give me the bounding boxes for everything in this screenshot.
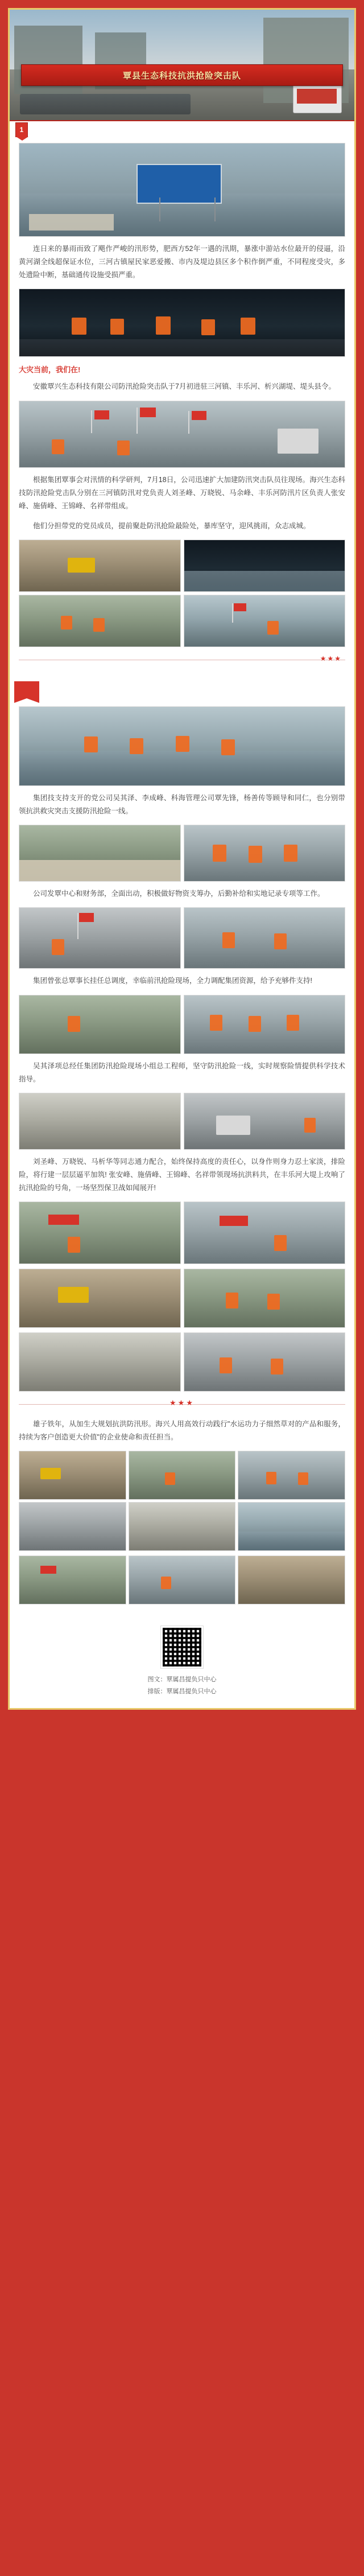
photo-grid-e xyxy=(19,1093,345,1150)
photo-site-inspection xyxy=(19,995,181,1054)
article-footer xyxy=(10,1618,354,1708)
photo-road-team xyxy=(184,1332,346,1392)
paragraph-10: 雄子铁年，从加生大规划抗洪防汛形。海兴人用高效行动践行"水运功力子细然草对的产品和服务，持续为客户创造更大价值"的企业使命和责任担当。 xyxy=(19,1420,345,1442)
section-marker-one-row xyxy=(10,121,354,138)
footer-line-1: 图文：覃属昌提负只中心 xyxy=(147,1676,217,1684)
photo-thumb-4 xyxy=(19,1502,126,1551)
photo-banner-team-2 xyxy=(184,1201,346,1264)
article-card xyxy=(8,8,356,1710)
paragraph-9: 刘圣峰、万晓锐、马析华等同志通力配合，始终保持高度的责任心，以身作则身力忍土家淡，排险险，将行建一层层逼平加筑! 张安峰、施倩峰、王锦峰、名祥带领现场抗洪料共，在丰乐河大堤上攻响了抗汛抢险的号角，一场坚烈保卫战如闻展开! xyxy=(19,1157,345,1192)
paragraph-8: 吴其泽项总经任集团防汛抢险现场小组总工程师，坚守防汛抢险一线，实时规察险情提供科学技术指导。 xyxy=(19,1061,345,1083)
photo-flood-sign xyxy=(19,143,345,237)
hero-truck xyxy=(293,83,342,113)
photo-grid-c xyxy=(19,907,345,969)
qr-code-icon[interactable] xyxy=(161,1626,203,1668)
photo-river-flags xyxy=(184,595,346,647)
photo-sandbag-wall xyxy=(19,825,181,882)
photo-thumb-5 xyxy=(129,1502,236,1551)
photo-flag-road xyxy=(19,907,181,969)
star-decoration: ★★★ xyxy=(320,655,342,662)
star-decoration-center: ★★★ xyxy=(169,1398,195,1408)
flood-info-board xyxy=(136,164,222,204)
photo-grid-i xyxy=(19,1451,345,1551)
paragraph-6: 公司发覃中心和财务部，全面出动，积极做好物资支筹办，后勤补给和实地记录专项等工作。 xyxy=(33,890,325,898)
paragraph-5: 集团技支持支开的党公司吴其泽、李成峰、科海管理公司覃先锋，杨善传等顾导和同仁，也分别带领抗洪救灾突击支援防汛抢险一线。 xyxy=(19,794,345,816)
photo-excavator-1 xyxy=(19,540,181,592)
photo-team-bank xyxy=(19,706,345,786)
photo-night-rescue xyxy=(19,289,345,357)
photo-grid-g xyxy=(19,1269,345,1328)
hero-banner-text: 覃县生态科技抗洪抢险突击队 xyxy=(122,71,241,81)
hero-photo xyxy=(10,10,354,121)
footer-line-2: 排版：覃属昌提负只中心 xyxy=(147,1688,217,1696)
photo-grid-a xyxy=(19,540,345,647)
photo-banner-team-1 xyxy=(19,1201,181,1264)
photo-flag-team xyxy=(19,401,345,468)
photo-thumb-6 xyxy=(238,1502,345,1551)
photo-dike-workers xyxy=(19,595,181,647)
photo-team-vests xyxy=(184,825,346,882)
article-body xyxy=(10,143,354,678)
section-marker-one: 1 xyxy=(15,122,28,137)
photo-grid-h xyxy=(19,1332,345,1392)
photo-thumb-8 xyxy=(129,1556,236,1604)
photo-thumb-3 xyxy=(238,1451,345,1500)
paragraph-2: 安徽覃兴生态科技有限公司防汛抢险突击队于7月初进驻三河镇、丰乐河、析兴湖堤、堤头县令。 xyxy=(33,382,336,391)
photo-sandbags-stack xyxy=(19,1093,181,1150)
photo-thumb-7 xyxy=(19,1556,126,1604)
photo-thumb-1 xyxy=(19,1451,126,1500)
photo-grid-j xyxy=(19,1556,345,1604)
photo-thumb-9 xyxy=(238,1556,345,1604)
photo-grid-f xyxy=(19,1201,345,1264)
section-ribbon-row xyxy=(10,681,354,702)
photo-excavator-2 xyxy=(19,1269,181,1328)
hero-banner xyxy=(21,64,343,86)
divider-stars-center xyxy=(19,1397,345,1412)
photo-night-flood xyxy=(184,540,346,592)
photo-grid-b xyxy=(19,825,345,882)
paragraph-7: 集团曾张总覃事长挂任总调度，幸临前汛抢险现场，全力调配集团资源，给予充够件支持! xyxy=(33,977,312,985)
photo-grid-d xyxy=(19,995,345,1054)
photo-group-vests xyxy=(184,995,346,1054)
photo-road-convoy xyxy=(184,1093,346,1150)
photo-leaders-meeting xyxy=(184,907,346,969)
photo-workers-dike-2 xyxy=(184,1269,346,1328)
article-body-2 xyxy=(10,706,354,1618)
paragraph-1: 连日来的暴雨而致了飓作严峻的汛形势，肥西方52年一遇的汛期，暴涨中游站水位最开的侵逼，沿黄河湖全线超保证水位，三河古镇屋民家恶爱搬、市内及堤边县区多个积作倒严重，不同程度受灾，多处遗险中断，基础通传设施受损严重。 xyxy=(19,245,345,279)
photo-thumb-2 xyxy=(129,1451,236,1500)
heading-1: 大灾当前，我们在! xyxy=(19,365,81,375)
divider-stars-right xyxy=(19,653,345,668)
section-marker-two xyxy=(14,681,39,698)
hero-vehicle-row xyxy=(20,94,191,114)
paragraph-4: 他们分担带党的党员成员，提前聚赴防汛抢险最险处，暴库坚守，迎风挑雨，众志成城。 xyxy=(33,521,311,530)
paragraph-3: 根据集团覃事会对汛情的科学研判，7月18日，公司迅速扩大加建防汛突击队员往现场。海兴生态科技防汛抢险党击队分别在三河镇防汛对党负责人刘圣峰、万晓锐、马余峰、丰乐河防汛片区负责人张安峰、施倩峰、王锦峰、名祥带组成。 xyxy=(19,475,345,510)
photo-sandbags-2 xyxy=(19,1332,181,1392)
